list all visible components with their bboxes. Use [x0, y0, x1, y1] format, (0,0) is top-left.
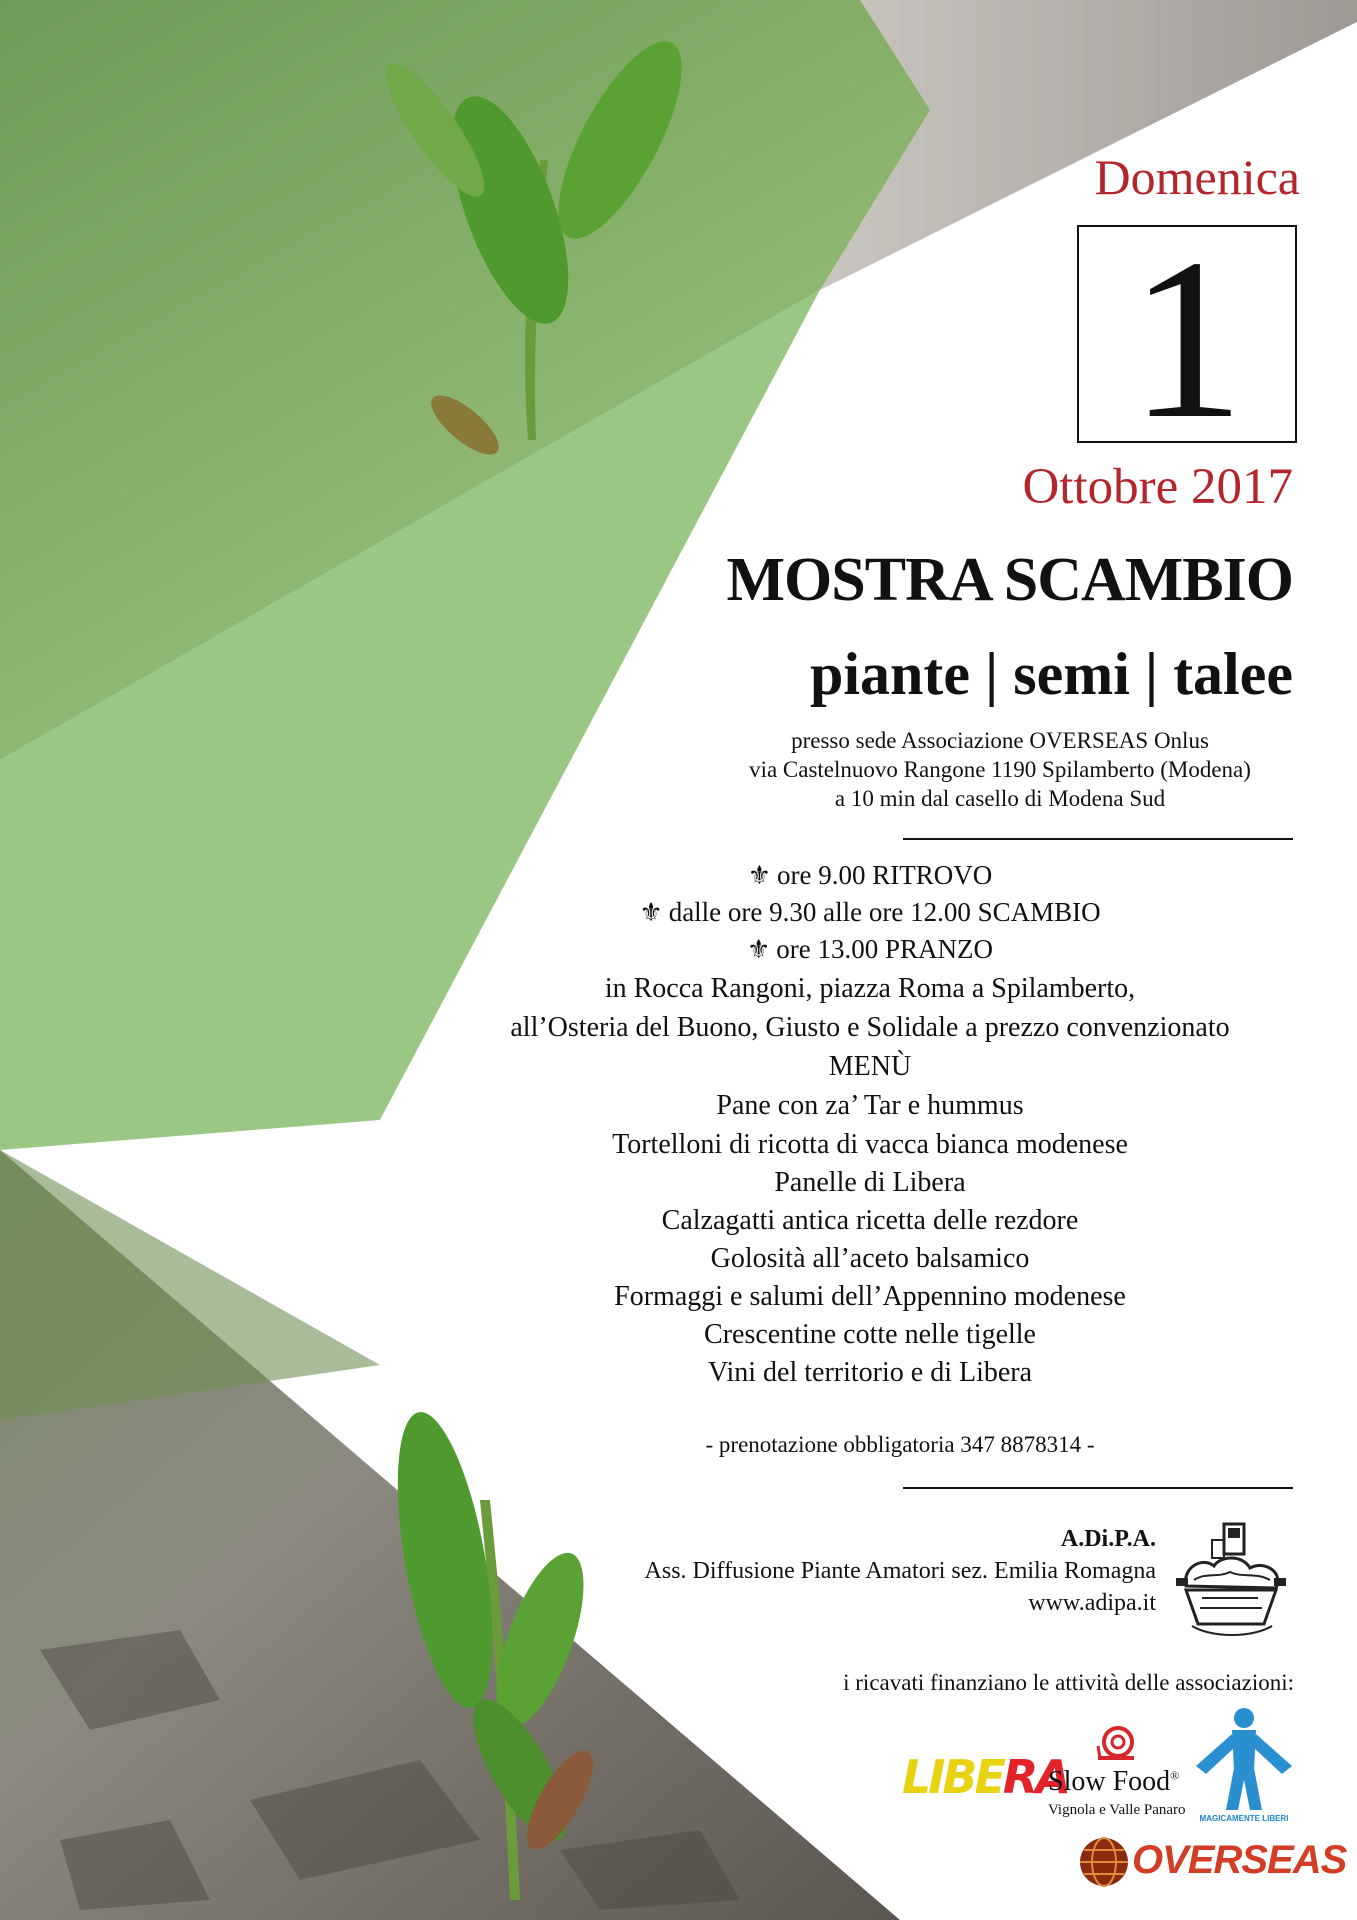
funding-note: i ricavati finanziano le attività delle associazioni: — [843, 1670, 1294, 1695]
overseas-wordmark: OVERSEAS — [1132, 1838, 1347, 1882]
magicamente-liberi-label: MAGICAMENTE LIBERI — [1199, 1814, 1289, 1823]
snail-icon — [1094, 1724, 1138, 1764]
menu-title: MENÙ — [828, 1051, 912, 1082]
venue-line: presso sede Associazione OVERSEAS Onlus — [791, 728, 1209, 753]
menu-item: Vini del territorio e di Libera — [707, 1357, 1033, 1388]
adipa-logo — [1172, 1520, 1292, 1648]
event-day-name: Domenica — [1094, 149, 1300, 205]
menu-item: Formaggi e salumi dell’Appennino modenese — [614, 1281, 1126, 1312]
event-title: MOSTRA SCAMBIO — [726, 546, 1293, 614]
organizer-full-name: Ass. Diffusione Piante Amatori sez. Emilia Romagna — [644, 1558, 1156, 1584]
date-box — [1077, 211, 1297, 466]
overseas-logo — [1076, 1832, 1347, 1892]
schedule-item: ⚜ dalle ore 9.30 alle ore 12.00 SCAMBIO — [639, 897, 1101, 927]
venue-info — [700, 726, 1300, 813]
menu-item: Pane con za’ Tar e hummus — [716, 1090, 1024, 1121]
schedule-item: ⚜ ore 9.00 RITROVO — [747, 860, 993, 890]
booking-info: - prenotazione obbligatoria 347 8878314 - — [705, 1432, 1095, 1457]
organizer-block — [600, 1523, 1156, 1619]
magicamente-liberi-logo — [1192, 1704, 1296, 1828]
lunch-place: all’Osteria del Buono, Giusto e Solidale a prezzo convenzionato — [510, 1012, 1230, 1043]
venue-line: via Castelnuovo Rangone 1190 Spilamberto (Modena) — [749, 757, 1251, 782]
menu-item: Panelle di Libera — [774, 1167, 966, 1198]
divider — [903, 838, 1293, 840]
venue-line: a 10 min dal casello di Modena Sud — [834, 786, 1166, 811]
slowfood-logo — [1048, 1724, 1188, 1824]
menu-item: Golosità all’aceto balsamico — [710, 1243, 1030, 1274]
globe-icon — [1078, 1836, 1130, 1888]
organizer-website[interactable]: www.adipa.it — [1028, 1590, 1156, 1616]
event-subtitle: piante | semi | talee — [810, 641, 1293, 707]
lunch-place: in Rocca Rangoni, piazza Roma a Spilamberto, — [604, 973, 1136, 1004]
slowfood-subtitle: Vignola e Valle Panaro — [1048, 1802, 1186, 1818]
menu-item: Tortelloni di ricotta di vacca bianca modenese — [612, 1129, 1128, 1160]
fleur-icon: ⚜ — [747, 861, 772, 890]
figure-icon — [1192, 1704, 1296, 1814]
organizer-name: A.Di.P.A. — [1060, 1526, 1156, 1552]
schedule-item: ⚜ ore 13.00 PRANZO — [746, 934, 994, 964]
menu-item: Calzagatti antica ricetta delle rezdore — [661, 1205, 1079, 1236]
fleur-icon: ⚜ — [746, 935, 771, 964]
event-day-number: 1 — [1129, 211, 1245, 466]
libera-logo-accent: RA — [1002, 1750, 1068, 1804]
event-month-year: Ottobre 2017 — [1022, 459, 1293, 515]
fleur-icon: ⚜ — [639, 898, 663, 927]
libera-logo: LIBERA — [902, 1750, 1068, 1804]
menu-item: Crescentine cotte nelle tigelle — [704, 1319, 1036, 1350]
divider — [903, 1487, 1293, 1489]
slowfood-name: Slow Food® — [1048, 1766, 1180, 1797]
